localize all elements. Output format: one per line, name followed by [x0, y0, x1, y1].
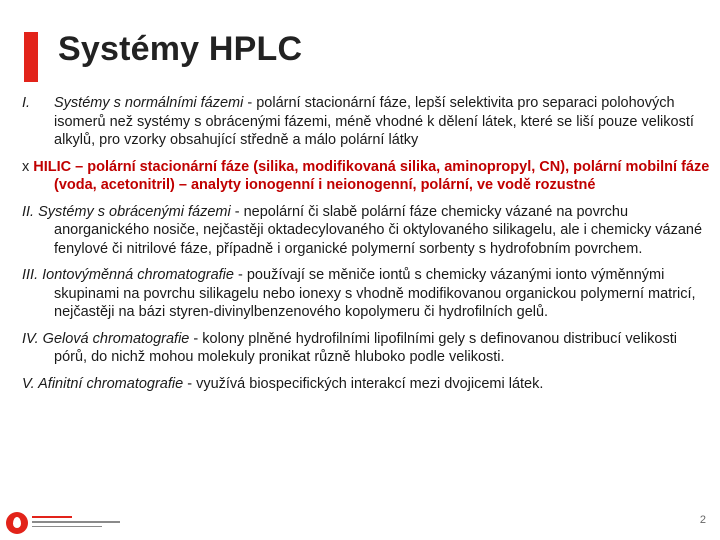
logo-text-lines	[32, 516, 122, 530]
item-text: - používají se měniče iontů s chemicky vázanými ionto výměnnými skupinami na povrchu silikagelu nebo ionexy s vhodně modifikovanou organickou polymerní matricí, nejčastěji na bázi styren-divinylbenzenového kopolymeru či hydrofilních gelů.	[54, 267, 696, 320]
item-heading: II. Systémy s obrácenými fázemi	[22, 203, 231, 220]
item-heading: Systémy s normálními fázemi	[54, 95, 244, 111]
page-number: 2	[699, 514, 706, 526]
item-heading: V. Afinitní chromatografie	[22, 375, 184, 392]
item-text: - polární stacionární fáze, lepší selektivita pro separaci polohových isomerů než systémy s obrácenými fázemi, méně vhodné k dělení látek, které se liší pouze velikostí alkylů, pro vzorky obsahující středně a málo polární látky	[54, 95, 694, 148]
item-text: HILIC – polární stacionární fáze (silika, modifikovaná silika, aminopropyl, CN), polární mobilní fáze (voda, acetonitril) – analyty ionogenní i neionogenní, polární, ve vodě rozustné	[29, 158, 710, 193]
item-heading: III. Iontovýměnná chromatografie	[22, 267, 234, 283]
title-accent-bar	[24, 32, 38, 82]
item-text: - nepolární či slabě polární fáze chemicky vázané na povrchu anorganického nosiče, nejčastěji oktadecylovaného či oktylovaného silikagelu, ale i chemicky vázané fenylové či nitrilové fáze, případně i organické polymerní sorbenty s hydrofobním povrchem.	[54, 203, 703, 257]
slide-title: Systémy HPLC	[58, 30, 303, 68]
logo-circle	[6, 512, 28, 534]
slide-content	[22, 94, 712, 401]
list-item-reversed-phase	[22, 203, 712, 259]
item-text: - využívá biospecifických interakcí mezi dvojicemi látek.	[183, 375, 544, 392]
list-item-affinity	[22, 375, 712, 394]
list-item-gel	[22, 330, 712, 367]
item-number: I.	[22, 95, 31, 111]
item-mark: x	[22, 158, 30, 175]
item-text: - kolony plněné hydrofilními lipofilními gely s definovanou distribucí velikosti pórů, do nichž mohou molekuly pronikat různě hluboko podle velikosti.	[54, 330, 677, 365]
item-heading: IV. Gelová chromatografie	[22, 330, 190, 347]
university-logo-icon	[6, 512, 126, 536]
list-item-ion-exchange	[22, 266, 712, 322]
list-item-normal-phase	[22, 94, 712, 150]
logo-drop-icon	[13, 517, 21, 528]
list-item-hilic	[22, 158, 712, 195]
